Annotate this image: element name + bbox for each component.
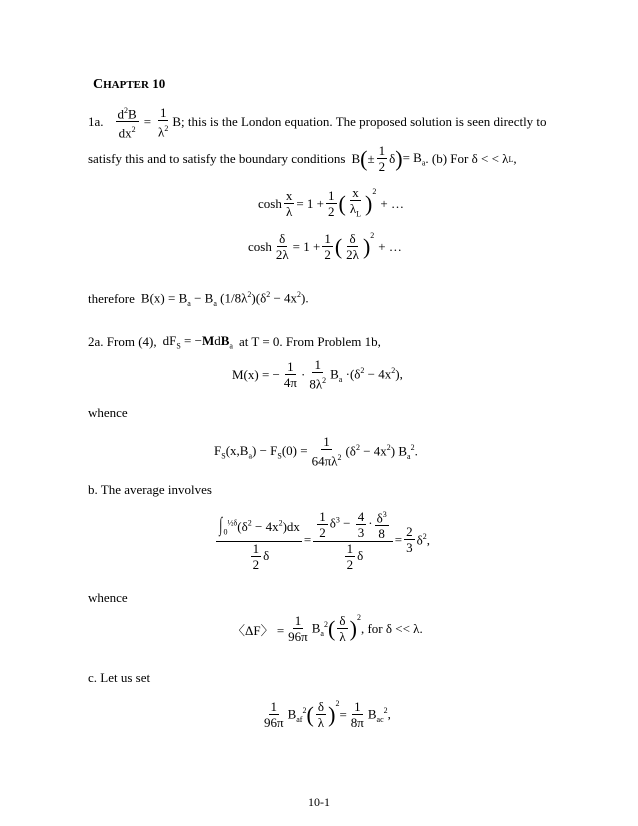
paragraph-1a-line2: satisfy this and to satisfy the boundary conditions B ( ± $\frac{1}{2}$ δ ) = $B_a$ . (b) For δ < < λ L , — [88, 143, 517, 174]
eq-average: $\int_0^{\frac{1}{2}\delta}(\delta^2 - 4x^2)dx$ $\frac{1}{2}$ δ = $\frac{1}{2}$ $\delta^3$ − $\frac{4}{3}$ · $\frac{\delta^3}{8}$ $\frac{1}{2}$ δ = $\frac{2}{3}$ $\delta^2$, — [214, 508, 430, 572]
eq-therefore: therefore $B(x) = B_a - B_a$ $(1/8\lambda^2)(\delta^2 - 4x^2)$. — [88, 290, 309, 308]
text-2a-mid: at T = 0. From Problem 1b, — [238, 333, 381, 349]
page-number: 10-1 — [308, 795, 330, 809]
eq-second-derivative: $\frac{d^2B}{dx^2}$ — [117, 106, 137, 141]
eq-free-energy: $F_S(x,B_a) - F_S(0)$ = $\frac{1}{64\pi\lambda^2}$ $(\delta^2 - 4x^2)$ $B_a^2$. — [214, 434, 418, 469]
text-whence-1: whence — [88, 405, 128, 420]
eq-cosh-x: cosh $\frac{x}{\lambda}$ = 1 + $\frac{1}{2}$ ( $\frac{x}{\lambda_L}$ ) $^2$ + … — [258, 185, 404, 219]
text-whence-2: whence — [88, 590, 128, 605]
comma: , — [513, 151, 517, 166]
eq-set: $\frac{1}{96\pi}$ $B_{af}^2$ ( $\frac{\delta}{\lambda}$ ) $^2$ = $\frac{1}{8\pi}$ $B_{ac}^2$, — [264, 698, 391, 730]
eq-cosh-delta: cosh $\frac{\delta}{2\lambda}$ = 1 + $\frac{1}{2}$ ( $\frac{\delta}{2\lambda}$ ) $^2$ + … — [248, 230, 402, 262]
text-part-c: c. Let us set — [88, 670, 151, 685]
text-part-b: b. The average involves — [88, 482, 212, 497]
eq-average-delta-f: 〈ΔF〉 = $\frac{1}{96\pi}$ $B_a^2$ ( $\frac{\delta}{\lambda}$ ) $^2$ , for δ << λ. — [232, 612, 423, 644]
text-condition-delta: , for δ << λ. — [360, 621, 423, 636]
text-boundary: satisfy this and to satisfy the boundary conditions — [88, 151, 346, 166]
text-condition: . (b) For δ < < λ — [425, 151, 509, 166]
paragraph-2a: 2a. From (4), $dF_S = -MdB_a$ at T = 0. From Problem 1b, — [88, 333, 381, 351]
sub-L: L — [508, 154, 514, 164]
chapter-heading: CHAPTER 10 — [93, 76, 166, 92]
label-1a: 1a. — [88, 114, 104, 130]
eq-magnetization: M(x) = − $\frac{1}{4\pi}$ · $\frac{1}{8\lambda^2}$ $B_a \cdot(\delta^2 - 4x^2)$, — [232, 357, 403, 392]
label-2a: 2a. From (4), — [88, 333, 157, 349]
eq-one-over-lambda-sq: $\frac{1}{\lambda^2}$ — [158, 104, 169, 139]
text-therefore: therefore — [88, 290, 135, 306]
paragraph-1a: 1a. $\frac{d^2B}{dx^2}$ = $\frac{1}{\lambda^2}$ B; this is the London equation. The proposed solution is seen directly to — [88, 104, 547, 141]
text-1a-mid: B; this is the London equation. The proposed solution is seen directly to — [172, 114, 547, 130]
